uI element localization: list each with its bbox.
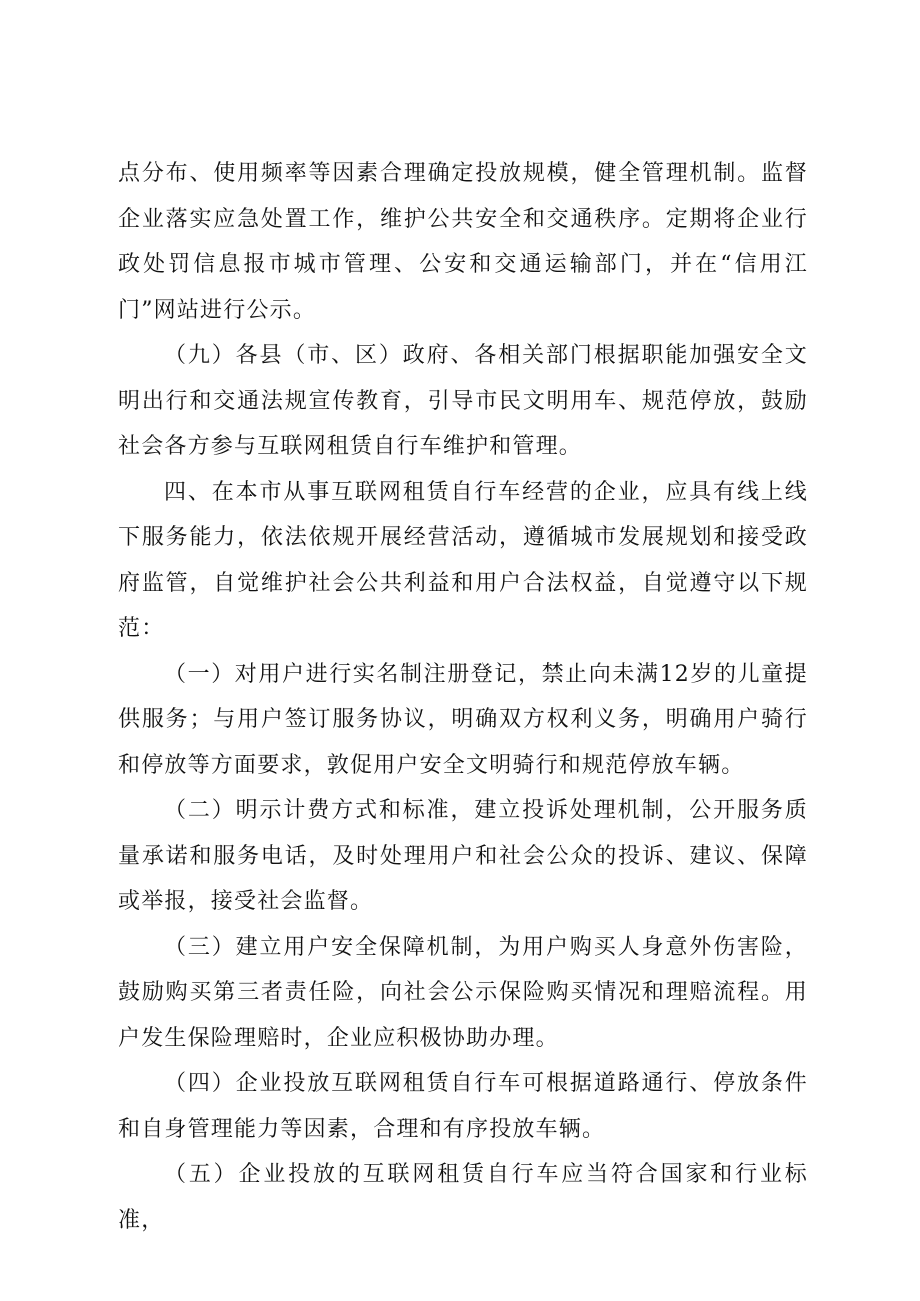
- paragraph-item-2: （二）明示计费方式和标准，建立投诉处理机制，公开服务质量承诺和服务电话，及时处理用户和社会公众的投诉、建议、保障或举报，接受社会监督。: [118, 798, 808, 914]
- document-body: [118, 151, 808, 1243]
- paragraph-item-3: （三）建立用户安全保障机制，为用户购买人身意外伤害险，鼓励购买第三者责任险，向社会公示保险购买情况和理赔流程。用户发生保险理赔时，企业应积极协助办理。: [118, 934, 808, 1051]
- paragraph-item-1: （一）对用户进行实名制注册登记，禁止向未满12岁的儿童提供服务；与用户签订服务协议，明确双方权利义务，明确用户骑行和停放等方面要求，敦促用户安全文明骑行和规范停放车辆。: [118, 661, 808, 778]
- paragraph-item-4: （四）企业投放互联网租赁自行车可根据道路通行、停放条件和自身管理能力等因素，合理和有序投放车辆。: [118, 1071, 808, 1142]
- paragraph-item-5: （五）企业投放的互联网租赁自行车应当符合国家和行业标准，: [118, 1162, 808, 1233]
- paragraph-continuation: 点分布、使用频率等因素合理确定投放规模，健全管理机制。监督企业落实应急处置工作，维护公共安全和交通秩序。定期将企业行政处罚信息报市城市管理、公安和交通运输部门，并在“信用江门”网站进行公示。: [118, 161, 808, 323]
- paragraph-section-4: 四、在本市从事互联网租赁自行车经营的企业，应具有线上线下服务能力，依法依规开展经营活动，遵循城市发展规划和接受政府监管，自觉维护社会公共利益和用户合法权益，自觉遵守以下规范：: [118, 479, 808, 641]
- paragraph-item-9: （九）各县（市、区）政府、各相关部门根据职能加强安全文明出行和交通法规宣传教育，引导市民文明用车、规范停放，鼓励社会各方参与互联网租赁自行车维护和管理。: [118, 343, 808, 459]
